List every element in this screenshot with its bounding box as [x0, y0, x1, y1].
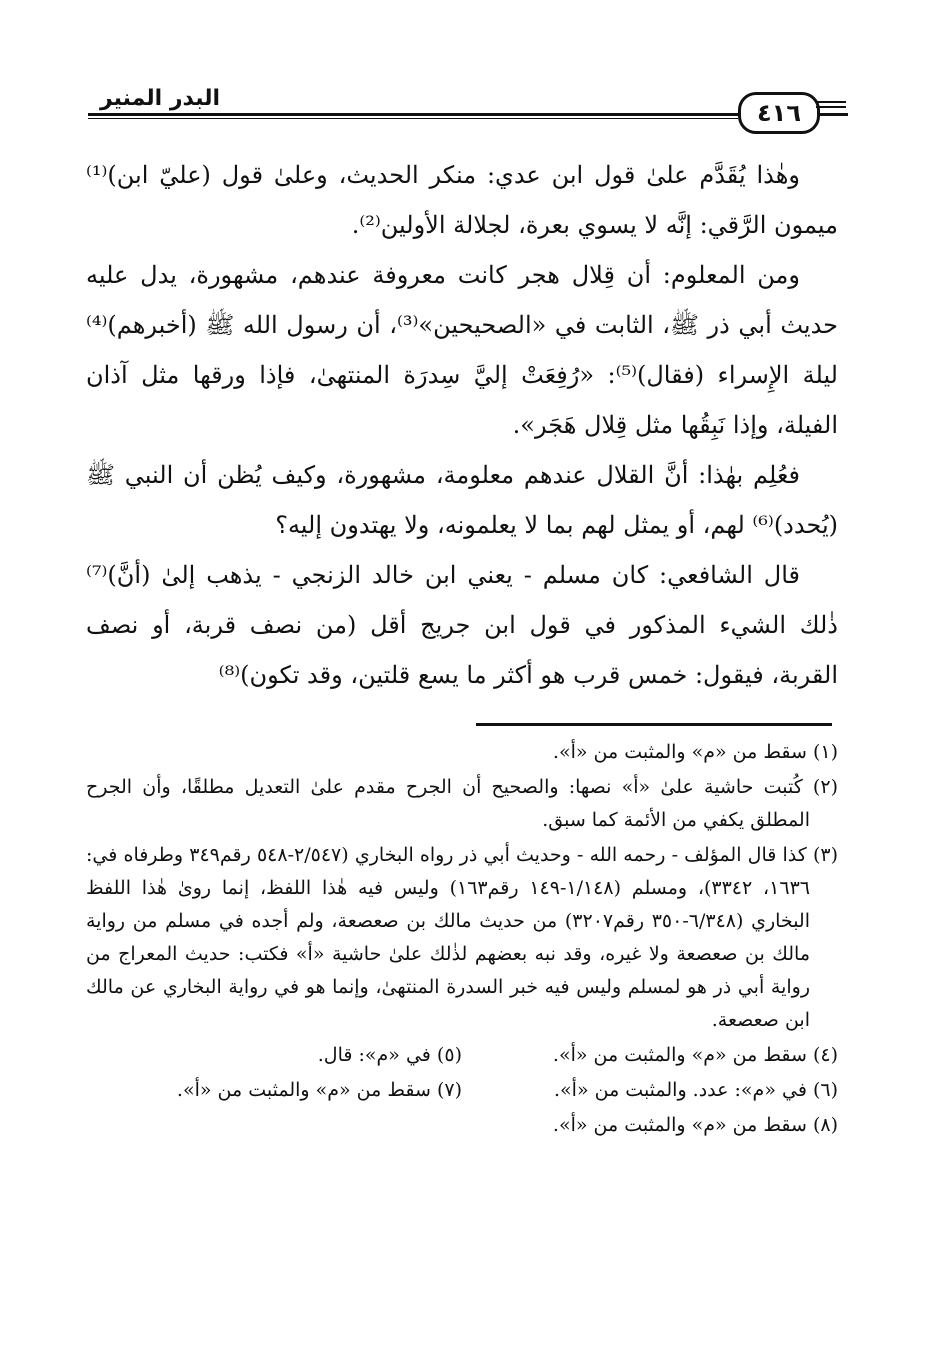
footnote-row — [86, 1039, 838, 1074]
footnote-6: (٦) في «م»: عدد. والمثبت من «أ». — [554, 1079, 838, 1101]
page-number: ٤١٦ — [738, 92, 820, 134]
footnote-7: (٧) سقط من «م» والمثبت من «أ». — [176, 1079, 462, 1101]
header-rule — [88, 113, 848, 116]
footnote-5: (٥) في «م»: قال. — [317, 1044, 462, 1066]
header-ornament — [816, 101, 846, 115]
main-text — [86, 150, 838, 700]
footnote-8: (٨) سقط من «م» والمثبت من «أ». — [552, 1114, 838, 1136]
footnotes — [86, 736, 838, 1144]
footnote-4: (٤) سقط من «م» والمثبت من «أ». — [552, 1044, 838, 1066]
paragraph: ومن المعلوم: أن قِلال هجر كانت معروفة عندهم، مشهورة، يدل عليه حديث أبي ذر ﷺ، الثابت في «الصحيحين»⁽³⁾، أن رسول الله ﷺ (أخبرهم)⁽⁴⁾ ليلة الإِسراء (فقال)⁽⁵⁾: «رُفِعَتْ إليَّ سِدرَة المنتهىٰ، فإذا ورقها مثل آذان الفيلة، وإذا نَبِقُها مثل قِلال هَجَر». — [86, 261, 839, 439]
header-rule-thin — [88, 118, 738, 119]
footnote-separator — [476, 723, 832, 726]
paragraph: فعُلِم بهٰذا: أنَّ القلال عندهم معلومة، مشهورة، وكيف يُظن أن النبي ﷺ (يُحدد)⁽⁶⁾ لهم، أو يمثل لهم بما لا يعلمونه، ولا يهتدون إليه؟ — [86, 461, 838, 539]
footnote-2: (٢) كُتبت حاشية علىٰ «أ» نصها: والصحيح أن الجرح مقدم علىٰ التعديل مطلقًا، وأن الجرح المطلق يكفي من الأئمة كما سبق. — [86, 776, 838, 831]
running-title: البدر المنير — [100, 86, 221, 111]
footnote-row — [86, 1074, 838, 1109]
footnote-3: (٣) كذا قال المؤلف - رحمه الله - وحديث أبي ذر رواه البخاري (٢/٥٤٧-٥٤٨ رقم٣٤٩ وطرفاه في: ١٦٣٦، ٣٣٤٢)، ومسلم (١/١٤٨-١٤٩ رقم١٦٣) وليس فيه هٰذا اللفظ، إنما روىٰ هٰذا اللفظ البخاري (٦/٣٤٨-٣٥٠ رقم٣٢٠٧) من حديث مالك بن صعصعة، ولم أجده في مسلم من رواية مالك بن صعصعة ولا غيره، وقد نبه بعضهم لذٰلك علىٰ حاشية «أ» فكتب: حديث المعراج من رواية أبي ذر هو لمسلم وليس فيه خبر السدرة المنتهىٰ، وإنما هو في رواية البخاري عن مالك ابن صعصعة. — [86, 844, 838, 1031]
paragraph: قال الشافعي: كان مسلم - يعني ابن خالد الزنجي - يذهب إلىٰ (أنَّ)⁽⁷⁾ ذٰلك الشيء المذكور في قول ابن جريج أقل (من نصف قربة، أو نصف القربة، فيقول: خمس قرب هو أكثر ما يسع قلتين، وقد تكون)⁽⁸⁾ — [86, 561, 838, 689]
paragraph: وهٰذا يُقَدَّم علىٰ قول ابن عدي: منكر الحديث، وعلىٰ قول (عليّ ابن)⁽¹⁾ ميمون الرَّقي: إنَّه لا يسوي بعرة، لجلالة الأولين⁽²⁾. — [86, 161, 838, 239]
footnote-1: (١) سقط من «م» والمثبت من «أ». — [552, 741, 838, 763]
